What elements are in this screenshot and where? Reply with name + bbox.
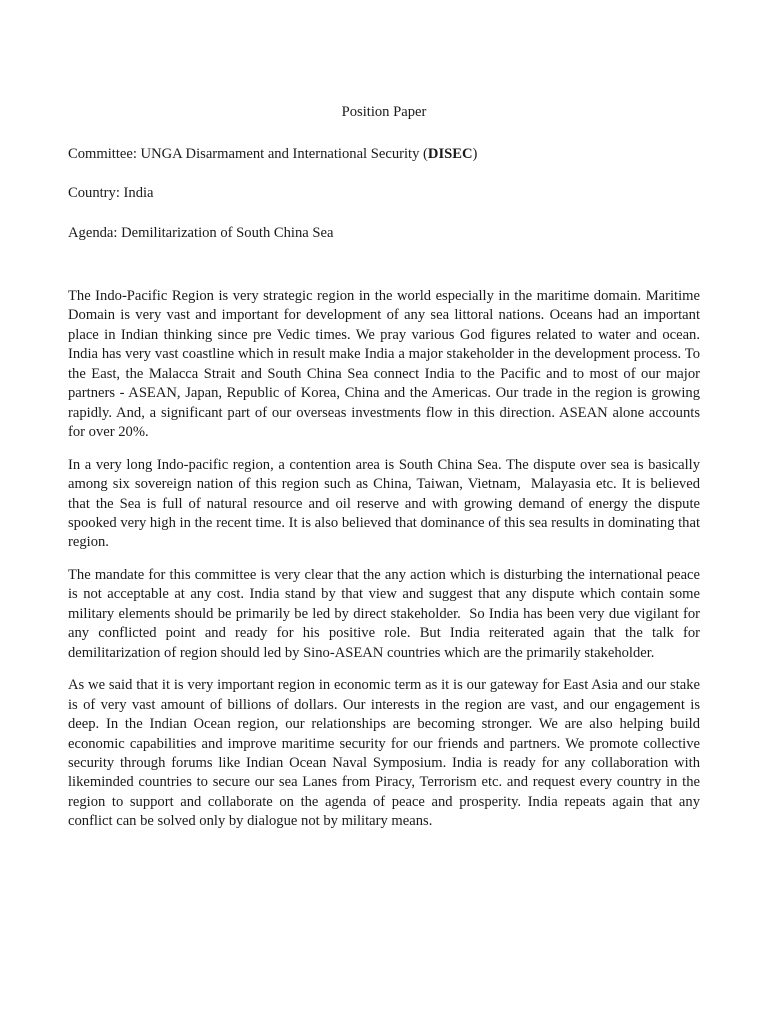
document-body <box>68 243 704 832</box>
body-paragraph: The Indo-Pacific Region is very strategic region in the world especially in the maritime domain. Maritime Domain is very vast and important for development of any sea littoral nations. Oceans had an important place in Indian thinking since pre Vedic times. We pray various God figures related to water and ocean. India has very vast coastline which in result make India a major stakeholder in the development process. To the East, the Malacca Strait and South China Sea connect India to the Pacific and to most of our major partners - ASEAN, Japan, Republic of Korea, China and the Americas. Our trade in the region is growing rapidly. And, a significant part of our overseas investments flow in this direction. ASEAN alone accounts for over 20%. <box>68 288 704 441</box>
meta-committee-acronym: DISEC <box>427 145 473 162</box>
page-title: Position Paper <box>341 104 427 120</box>
meta-line-committee <box>68 123 700 165</box>
body-paragraph: As we said that it is very important region in economic term as it is our gateway for East Asia and our stake is of very vast amount of billions of dollars. Our interests in the region are vast, and our engagement is deep. In the Indian Ocean region, our relationships are becoming stronger. We are also helping build economic capabilities and improve maritime security for our friends and partners. We promote collective security through forums like Indian Ocean Naval Symposium. India is ready for any collaboration with likeminded countries to secure our sea Lanes from Piracy, Terrorism etc. and request every country in the region to support and collaborate on the agenda of peace and prosperity. India repeats again that any conflict can be solved only by dialogue not by military means. <box>68 677 704 830</box>
meta-committee-suffix: ) <box>472 145 478 162</box>
body-paragraph: In a very long Indo-pacific region, a contention area is South China Sea. The dispute over sea is basically among six sovereign nation of this region such as China, Taiwan, Vietnam, Malayasia etc. It is believed that the Sea is full of natural resource and oil reserve and with growing demand of energy the dispute spooked very high in the recent time. It is also believed that dominance of this sea results in dominating that region. <box>68 456 704 551</box>
meta-line-country: Country: India <box>68 185 154 201</box>
body-paragraph: The mandate for this committee is very clear that the any action which is disturbing the international peace is not acceptable at any cost. India stand by that view and suggest that any dispute which contain some military elements should be primarily be led by direct stakeholder. So India has been very due vigilant for any conflicted point and ready for his positive role. But India reiterated again that the talk for demilitarization of region should led by Sino-ASEAN countries which are the primarily stakeholder. <box>68 566 704 661</box>
document-content <box>68 0 704 832</box>
meta-line-agenda: Agenda: Demilitarization of South China Sea <box>68 224 334 241</box>
meta-committee-prefix: Committee: UNGA Disarmament and International Security ( <box>68 145 428 162</box>
